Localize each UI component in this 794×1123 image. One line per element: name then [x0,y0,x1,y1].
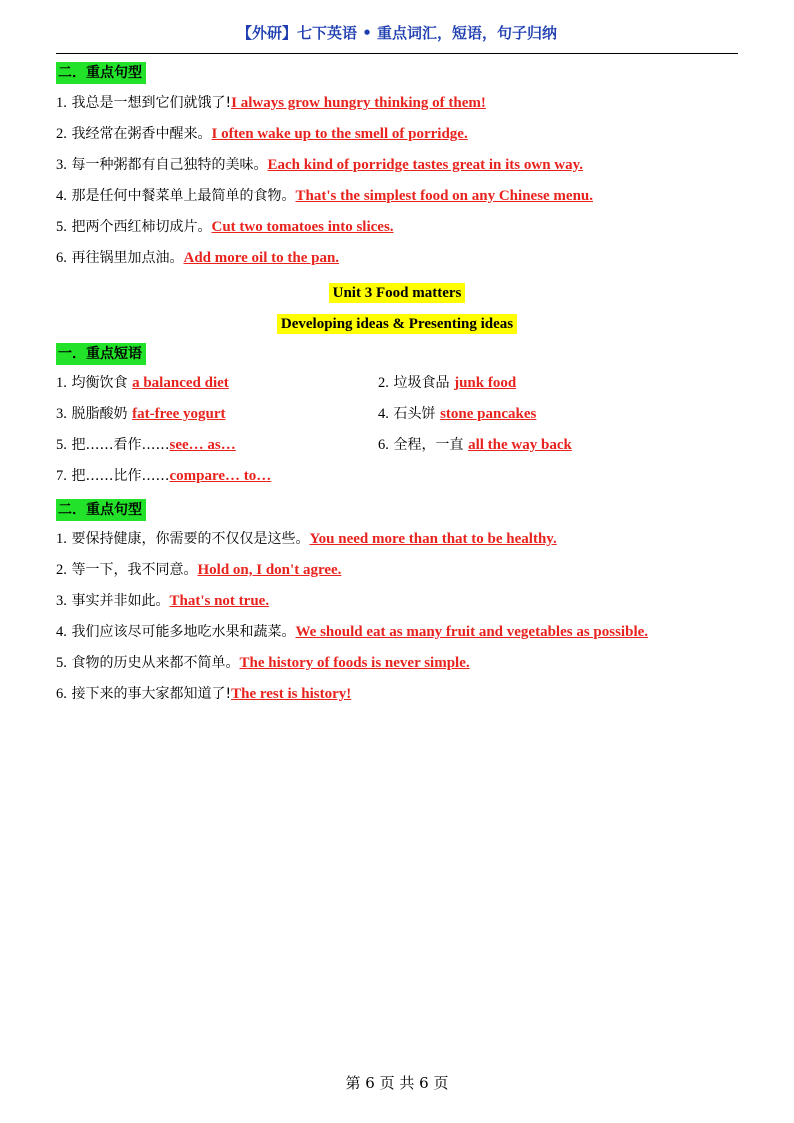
page-header: 【外研】七下英语 • 重点词汇，短语，句子归纳 [56,20,738,54]
section-key-sentences-2 [56,496,746,710]
list-item: 6. 接下来的事大家都知道了!The rest is history! [56,686,352,702]
list-item: 2. 我经常在粥香中醒来。I often wake up to the smell of porridge. [56,126,468,142]
answer-text: Cut two tomatoes into slices. [211,219,394,235]
answer-text: We should eat as many fruit and vegetables as possible. [295,624,649,640]
answer-text: I often wake up to the smell of porridge. [211,126,468,142]
list-item: 5. 把……看作……see… as… [56,437,236,453]
answer-text: Add more oil to the pan. [183,250,340,266]
unit-title: Unit 3 Food matters [329,283,466,303]
unit-subtitle: Developing ideas & Presenting ideas [277,314,517,334]
list-item: 3. 脱脂酸奶 fat-free yogurt [56,406,226,422]
section-key-sentences-1 [56,58,746,274]
section-label: 二．重点句型 [56,62,146,84]
answer-text: a balanced diet [132,375,229,391]
list-item: 4. 那是任何中餐菜单上最简单的食物。That's the simplest food on any Chinese menu. [56,188,594,204]
list-item: 7. 把……比作……compare… to… [56,468,272,484]
answer-text: stone pancakes [440,406,537,422]
answer-text: You need more than that to be healthy. [309,531,557,547]
answer-text: Each kind of porridge tastes great in its own way. [267,157,584,173]
section-key-phrases [56,340,746,492]
answer-text: I always grow hungry thinking of them! [231,95,486,111]
answer-text: all the way back [468,437,572,453]
list-item: 5. 食物的历史从来都不简单。The history of foods is never simple. [56,655,470,671]
list-item: 2. 等一下，我不同意。Hold on, I don't agree. [56,562,342,578]
list-item: 1. 要保持健康，你需要的不仅仅是这些。You need more than that to be healthy. [56,531,557,547]
phrase-row [56,461,746,492]
answer-text: fat-free yogurt [132,406,226,422]
list-item: 6. 全程，一直 all the way back [378,437,572,453]
unit-title-row [0,276,794,307]
phrase-row [56,368,746,399]
answer-text: Hold on, I don't agree. [197,562,342,578]
answer-text: see… as… [169,437,236,453]
answer-text: That's the simplest food on any Chinese menu. [295,188,594,204]
answer-text: That's not true. [169,593,270,609]
section-label: 二．重点句型 [56,499,146,521]
phrase-row [56,430,746,461]
unit-subtitle-row [0,307,794,338]
list-item: 2. 垃圾食品 junk food [378,375,517,391]
list-item: 5. 把两个西红柿切成片。Cut two tomatoes into slices. [56,219,394,235]
page-number: 第 6 页 共 6 页 [345,1074,449,1092]
phrase-row [56,399,746,430]
answer-text: The history of foods is never simple. [239,655,470,671]
list-item: 3. 事实并非如此。That's not true. [56,593,270,609]
list-item: 3. 每一种粥都有自己独特的美味。Each kind of porridge tastes great in its own way. [56,157,584,173]
list-item: 4. 石头饼 stone pancakes [378,406,537,422]
list-item: 4. 我们应该尽可能多地吃水果和蔬菜。We should eat as many fruit and vegetables as possible. [56,624,649,640]
list-item: 1. 均衡饮食 a balanced diet [56,375,229,391]
section-label: 一．重点短语 [56,343,146,365]
answer-text: junk food [454,375,517,391]
answer-text: compare… to… [169,468,272,484]
answer-text: The rest is history! [231,686,352,702]
list-item: 1. 我总是一想到它们就饿了!I always grow hungry thinking of them! [56,95,486,111]
list-item: 6. 再往锅里加点油。Add more oil to the pan. [56,250,340,266]
